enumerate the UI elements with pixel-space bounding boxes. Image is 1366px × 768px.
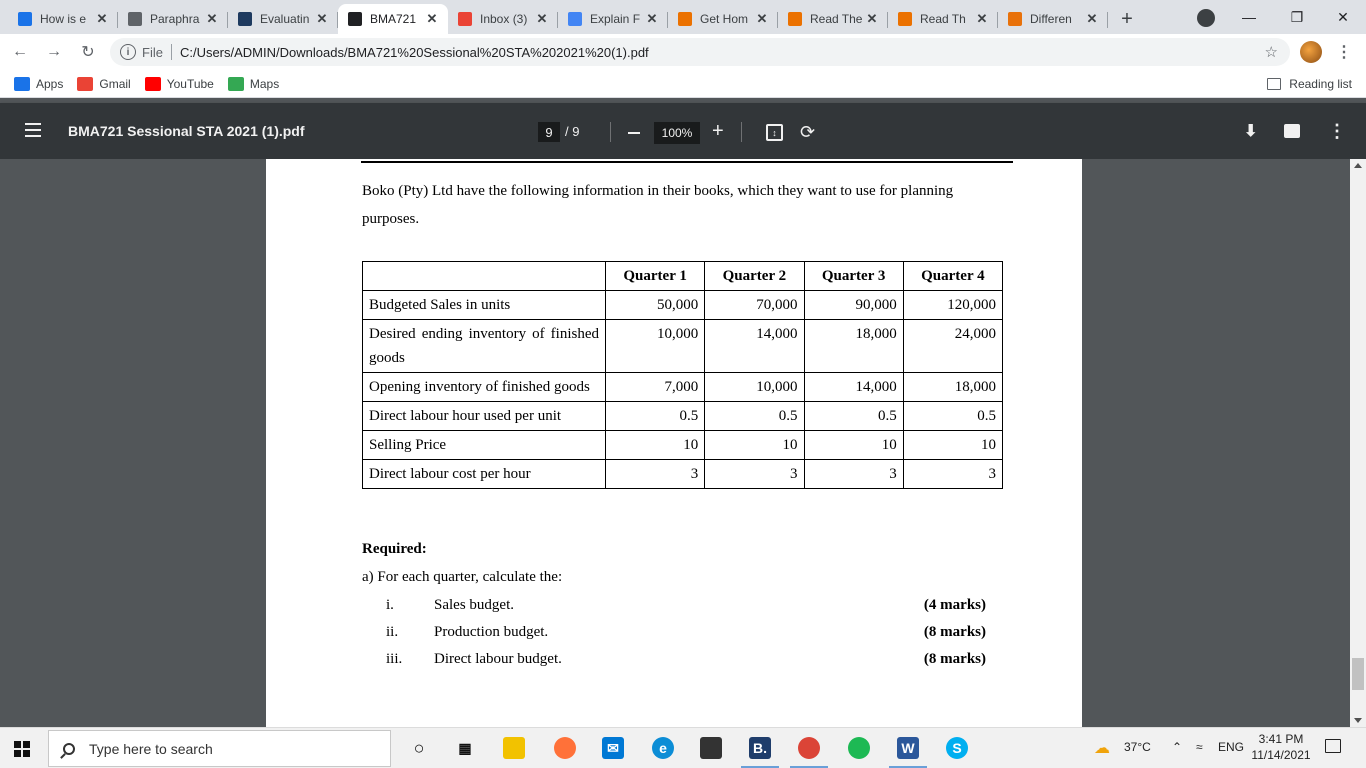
scroll-down-arrow-icon[interactable] [1354,718,1362,723]
rotate-icon[interactable]: ⟳ [800,122,816,142]
browser-tab[interactable] [778,4,888,34]
browser-tab[interactable] [118,4,228,34]
taskbar-clock[interactable] [1250,731,1312,763]
table-cell: 70,000 [705,291,804,320]
table-cell: 3 [903,460,1002,489]
bookmark-label: Apps [36,76,64,91]
task-view-icon[interactable]: ▦ [458,739,472,756]
table-header-row [363,262,1003,291]
table-cell: 10 [804,431,903,460]
table-cell: 14,000 [804,373,903,402]
browser-toolbar [0,34,1366,70]
b-app-icon[interactable]: B. [749,737,771,759]
show-hidden-icons-icon[interactable]: ⌃ [1172,740,1183,754]
table-cell: 10,000 [606,320,705,373]
table-row [363,320,1003,373]
table-row [363,373,1003,402]
spotify-icon[interactable] [848,737,870,759]
scholar-favicon-icon [238,12,252,26]
browser-tab[interactable] [338,4,448,34]
table-cell: 10,000 [705,373,804,402]
tab-label: BMA721 [370,12,417,26]
table-cell: 50,000 [606,291,705,320]
cortana-icon[interactable]: ○ [413,737,425,758]
taskbar-search-box[interactable] [48,730,391,767]
pdf-document-area[interactable] [0,159,1350,727]
sub-question-text: Production budget. [434,624,549,640]
header-rule [361,161,1013,163]
weather-icon[interactable]: ☁ [1094,740,1110,757]
sub-question-number: iii. [386,651,403,667]
toolbar-divider [741,122,742,142]
bookmark-item[interactable] [228,77,279,91]
tab-label: Evaluatin [260,12,310,26]
apps-grid-icon [14,77,30,91]
mail-icon[interactable]: ✉ [602,737,624,759]
sub-question-marks: (8 marks) [923,651,986,667]
page-number-input[interactable]: 9 [538,122,560,142]
reading-list-label: Reading list [1289,77,1352,91]
new-tab-button[interactable]: + [1121,7,1133,30]
sub-question-marks: (4 marks) [923,597,986,613]
tab-label: Paraphra [150,12,200,26]
bookmark-label: YouTube [166,76,214,91]
column-header [363,262,606,291]
sub-question-number: ii. [386,624,399,640]
budget-table [362,261,1003,489]
scroll-up-arrow-icon[interactable] [1354,163,1362,168]
close-tab-icon[interactable]: ✕ [866,11,878,26]
bookmark-item[interactable] [14,77,63,91]
table-cell: 0.5 [804,402,903,431]
download-icon[interactable]: ⬇ [1244,123,1258,140]
chegg-favicon-icon [678,12,692,26]
table-cell: 90,000 [804,291,903,320]
tab-strip [0,0,1366,34]
tab-label: Get Hom [700,12,749,26]
table-cell: 10 [606,431,705,460]
sub-question-number: i. [386,597,394,613]
sub-question [362,624,1002,652]
restore-button[interactable]: ❐ [1290,8,1304,25]
pdf-favicon-icon [348,12,362,26]
windows-taskbar [0,727,1366,768]
pdf-page [266,159,1082,727]
chrome-icon[interactable] [798,737,820,759]
close-tab-icon[interactable]: ✕ [206,11,218,26]
wifi-icon[interactable]: ≈ [1196,740,1203,754]
clock-time: 3:41 PM [1258,732,1304,746]
tab-label: Inbox (3) [480,12,528,26]
row-label: Opening inventory of finished goods [363,373,606,402]
row-label: Direct labour cost per hour [363,460,606,489]
table-cell: 24,000 [903,320,1002,373]
url-scheme: File [142,44,163,60]
close-tab-icon[interactable]: ✕ [646,11,658,26]
sub-question-text: Sales budget. [434,597,514,613]
close-tab-icon[interactable]: ✕ [316,11,328,26]
gmail-icon [77,77,93,91]
intro-paragraph: Boko (Pty) Ltd have the following information in their books, which they want to use for planning purposes. [362,183,954,227]
quill-favicon-icon [128,12,142,26]
tab-list [8,4,1108,34]
tab-label: Read Th [920,12,966,26]
close-tab-icon[interactable]: ✕ [96,11,108,26]
print-icon[interactable] [1284,124,1300,138]
table-cell: 7,000 [606,373,705,402]
row-label: Budgeted Sales in units [363,291,606,320]
tab-label: Differen [1030,12,1072,26]
zoom-out-button[interactable] [628,132,640,134]
address-bar[interactable] [110,38,1290,66]
browser-menu-icon[interactable]: ⋮ [1336,44,1352,61]
browser-tab[interactable] [448,4,558,34]
chegg-favicon-icon [898,12,912,26]
zoom-level-input[interactable]: 100% [654,122,700,144]
clock-date: 11/14/2021 [1251,748,1311,762]
table-cell: 10 [903,431,1002,460]
page-total: / 9 [565,124,580,139]
table-row [363,291,1003,320]
google-favicon-icon [568,12,582,26]
close-window-button[interactable]: ✕ [1337,8,1349,25]
tab-label: Explain F [590,12,641,26]
table-cell: 18,000 [804,320,903,373]
close-tab-icon[interactable]: ✕ [426,11,438,26]
toolbar-divider [610,122,611,142]
bookmark-star-icon[interactable]: ☆ [1264,44,1278,61]
windows-start-icon[interactable] [14,741,30,757]
reading-list-icon [1267,78,1281,90]
sidebar-menu-icon[interactable] [25,123,41,137]
bookmark-item[interactable] [145,77,214,91]
close-tab-icon[interactable]: ✕ [1086,11,1098,26]
browser-tab[interactable] [558,4,668,34]
skype-icon[interactable]: S [946,737,968,759]
bookmarks-bar [0,70,1366,98]
pdf-more-icon[interactable]: ⋮ [1328,121,1346,141]
vertical-scrollbar[interactable] [1350,159,1366,727]
column-header: Quarter 3 [804,262,903,291]
word-icon[interactable]: W [897,737,919,759]
table-body [363,291,1003,489]
fit-to-page-icon[interactable]: ↕ [766,124,783,141]
url-text[interactable]: C:/Users/ADMIN/Downloads/BMA721%20Sessional%20STA%202021%20(1).pdf [179,44,649,60]
bookmark-list [0,77,279,91]
table-row [363,460,1003,489]
reload-button[interactable]: ↻ [81,44,95,61]
table-cell: 0.5 [903,402,1002,431]
pdf-toolbar [0,103,1366,159]
maps-icon [228,77,244,91]
gmail-favicon-icon [458,12,472,26]
notification-center-icon[interactable] [1325,739,1341,753]
table-cell: 14,000 [705,320,804,373]
table-cell: 0.5 [606,402,705,431]
sub-question [362,651,1002,679]
table-cell: 18,000 [903,373,1002,402]
grid-favicon-icon [18,12,32,26]
browser-tab[interactable] [228,4,338,34]
column-header: Quarter 2 [705,262,804,291]
language-indicator[interactable]: ENG [1218,740,1245,754]
tab-label: How is e [40,12,87,26]
question-a: a) For each quarter, calculate the: [362,569,563,585]
bookmark-item[interactable] [77,77,130,91]
row-label: Selling Price [363,431,606,460]
url-separator [171,44,172,60]
sub-question-text: Direct labour budget. [434,651,562,667]
row-label: Direct labour hour used per unit [363,402,606,431]
store-icon[interactable] [700,737,722,759]
sub-question-marks: (8 marks) [923,624,986,640]
back-button[interactable]: ← [12,43,28,60]
close-tab-icon[interactable]: ✕ [976,11,988,26]
tab-search-icon[interactable] [1197,9,1215,27]
bookmark-label: Gmail [99,76,131,91]
close-tab-icon[interactable]: ✕ [756,11,768,26]
table-cell: 10 [705,431,804,460]
firefox-icon[interactable] [554,737,576,759]
required-heading: Required: [362,541,427,557]
browser-tab[interactable] [998,4,1108,34]
chegg-favicon-icon [788,12,802,26]
column-header: Quarter 1 [606,262,705,291]
table-cell: 3 [705,460,804,489]
bookmark-label: Maps [249,76,280,91]
sub-question [362,597,1002,625]
minimize-button[interactable]: — [1242,9,1256,25]
file-explorer-icon[interactable] [503,737,525,759]
tab-label: Read The [810,12,863,26]
zoom-in-button[interactable]: + [712,120,724,142]
youtube-icon [145,77,161,91]
page-favicon-icon [1008,12,1022,26]
browser-tab[interactable] [668,4,778,34]
site-info-icon[interactable]: i [120,44,136,60]
weather-temp[interactable]: 37°C [1124,740,1151,754]
edge-icon[interactable]: e [652,737,674,759]
taskbar-search-placeholder: Type here to search [89,740,213,757]
browser-tab[interactable] [888,4,998,34]
column-header: Quarter 4 [903,262,1002,291]
browser-tab[interactable] [8,4,118,34]
table-row [363,402,1003,431]
close-tab-icon[interactable]: ✕ [536,11,548,26]
table-cell: 120,000 [903,291,1002,320]
row-label: Desired ending inventory of finished goods [363,320,606,373]
reading-list-button[interactable] [1267,77,1352,91]
table-cell: 3 [804,460,903,489]
forward-button[interactable]: → [46,43,62,60]
search-icon [63,743,75,755]
profile-avatar[interactable] [1300,41,1322,63]
table-cell: 3 [606,460,705,489]
table-cell: 0.5 [705,402,804,431]
pdf-title: BMA721 Sessional STA 2021 (1).pdf [68,123,305,139]
table-row [363,431,1003,460]
scrollbar-thumb[interactable] [1352,658,1364,690]
